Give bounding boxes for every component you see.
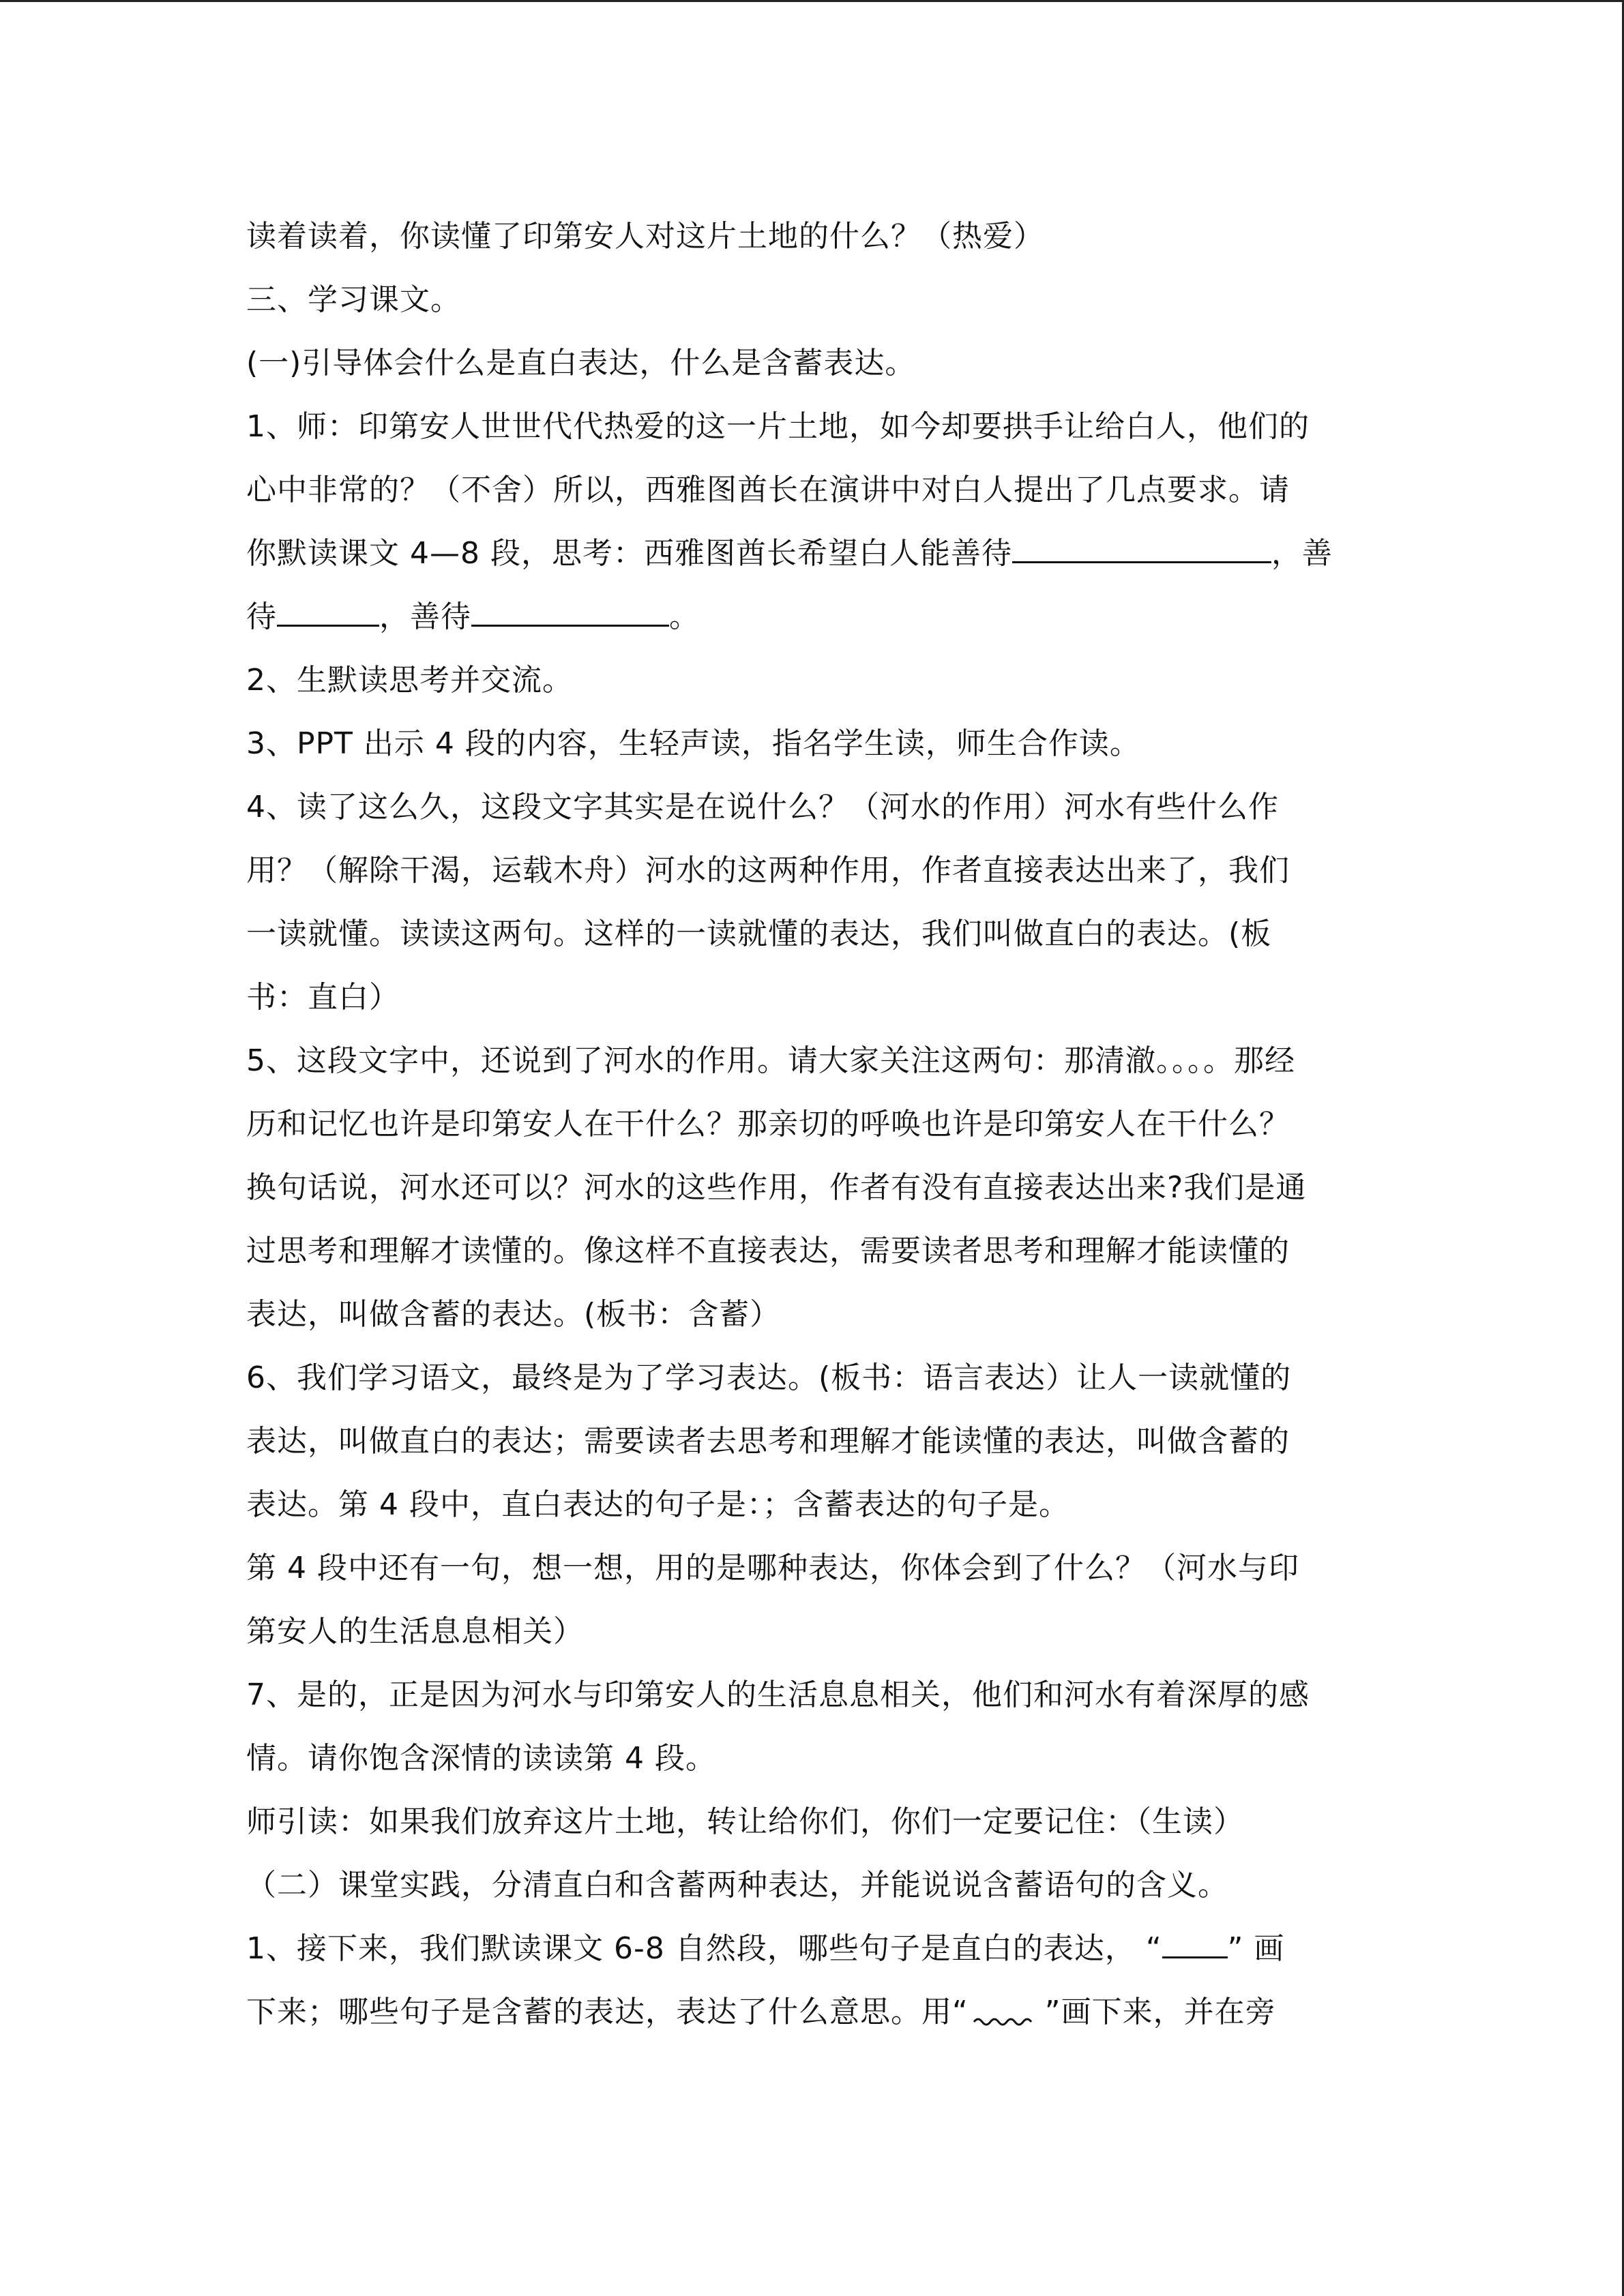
paragraph-line: 心中非常的？（不舍）所以，西雅图酋长在演讲中对白人提出了几点要求。请	[246, 473, 1290, 507]
paragraph-line: 3、PPT 出示 4 段的内容，生轻声读，指名学生读，师生合作读。	[246, 726, 1140, 761]
line-text: 。	[669, 599, 700, 634]
line-text: ，善待	[379, 599, 471, 634]
paragraph-line: 历和记忆也许是印第安人在干什么？那亲切的呼唤也许是印第安人在干什么？	[246, 1107, 1290, 1142]
paragraph-line: 用？（解除干渴，运载木舟）河水的这两种作用，作者直接表达出来了，我们	[246, 853, 1290, 888]
paragraph-line: 第 4 段中还有一句，想一想，用的是哪种表达，你体会到了什么？（河水与印	[246, 1551, 1299, 1585]
line-text: 待	[246, 599, 277, 634]
paragraph-line: 第安人的生活息息相关）	[246, 1614, 584, 1649]
section-heading: 三、学习课文。	[246, 282, 461, 317]
subsection-heading: (一)引导体会什么是直白表达，什么是含蓄表达。	[246, 346, 916, 381]
paragraph-line: 一读就懂。读读这两句。这样的一读就懂的表达，我们叫做直白的表达。(板	[246, 916, 1272, 951]
paragraph-line: 7、是的，正是因为河水与印第安人的生活息息相关，他们和河水有着深厚的感	[246, 1678, 1310, 1712]
page-border-top	[0, 0, 1624, 2]
line-text: ，善	[1271, 536, 1333, 571]
paragraph-line: 表达。第 4 段中，直白表达的句子是：；含蓄表达的句子是。	[246, 1487, 1069, 1522]
paragraph-line: 1、师：印第安人世世代代热爱的这一片土地，如今却要拱手让给白人，他们的	[246, 409, 1310, 444]
fill-in-blank	[471, 589, 669, 627]
fill-in-blank	[277, 589, 379, 627]
paragraph-line: 情。请你饱含深情的读读第 4 段。	[246, 1741, 716, 1776]
paragraph-line: 书：直白）	[246, 980, 400, 1015]
straight-underline-sample	[1162, 1921, 1228, 1958]
wavy-underline-sample	[969, 2007, 1045, 2027]
paragraph-line: 6、我们学习语文，最终是为了学习表达。(板书：语言表达）让人一读就懂的	[246, 1360, 1292, 1395]
paragraph-line: 过思考和理解才读懂的。像这样不直接表达，需要读者思考和理解才能读懂的	[246, 1234, 1290, 1268]
paragraph-line: 2、生默读思考并交流。	[246, 663, 573, 698]
paragraph-line: 4、读了这么久，这段文字其实是在说什么？（河水的作用）河水有些什么作	[246, 790, 1279, 824]
fill-in-blank	[1012, 526, 1271, 563]
line-text: 你默读课文 4—8 段，思考：西雅图酋长希望白人能善待	[246, 536, 1012, 571]
line-text: 1、接下来，我们默读课文 6-8 自然段，哪些句子是直白的表达， “	[246, 1931, 1162, 1966]
paragraph-line: 表达，叫做含蓄的表达。(板书：含蓄）	[246, 1297, 781, 1332]
paragraph-line: 换句话说，河水还可以？河水的这些作用，作者有没有直接表达出来?我们是通	[246, 1170, 1307, 1205]
paragraph-line: 表达，叫做直白的表达；需要读者去思考和理解才能读懂的表达，叫做含蓄的	[246, 1424, 1290, 1459]
paragraph-line-with-underline-sample	[246, 1917, 1378, 1980]
paragraph-line-with-blanks	[246, 585, 1378, 648]
subsection-heading: （二）课堂实践，分清直白和含蓄两种表达，并能说说含蓄语句的含义。	[246, 1868, 1228, 1903]
paragraph-line-with-blank	[246, 522, 1378, 585]
paragraph-line: 5、这段文字中，还说到了河水的作用。请大家关注这两句：那清澈。。。。那经	[246, 1043, 1295, 1078]
line-text: ”画下来，并在旁	[1044, 1995, 1276, 2029]
paragraph-line-with-wavy-sample	[246, 1980, 1378, 2044]
document-body	[246, 205, 1378, 2044]
paragraph-line: 师引读：如果我们放弃这片土地，转让给你们，你们一定要记住：（生读）	[246, 1804, 1244, 1839]
line-text: ” 画	[1227, 1931, 1285, 1966]
paragraph-line: 读着读着，你读懂了印第安人对这片土地的什么？（热爱）	[246, 219, 1044, 254]
line-text: 下来；哪些句子是含蓄的表达，表达了什么意思。用“	[246, 1995, 969, 2029]
